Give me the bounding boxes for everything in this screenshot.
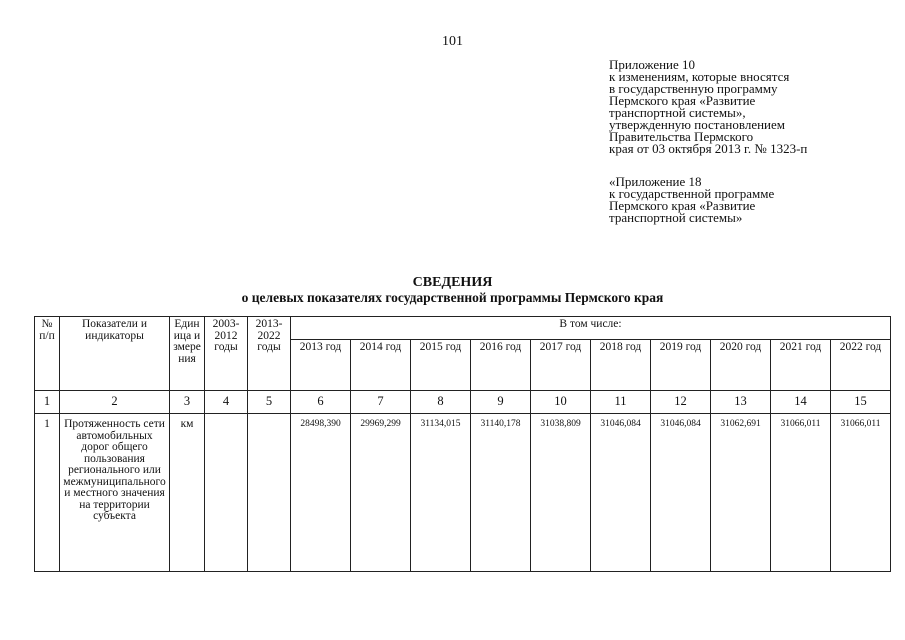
appendix-line: утвержденную постановлением [609, 117, 786, 132]
header-year: 2021 год [771, 340, 831, 391]
appendix-line: к изменениям, которые вносятся [609, 69, 790, 84]
row-value: 29969,299 [351, 414, 411, 572]
appendix-block-2 [609, 176, 774, 224]
appendix-line: к государственной программе [609, 186, 775, 201]
column-number: 7 [351, 391, 411, 414]
column-number: 9 [471, 391, 531, 414]
row-value: 28498,390 [291, 414, 351, 572]
row-period-2003-2012 [205, 414, 248, 572]
column-number: 10 [531, 391, 591, 414]
column-number: 14 [771, 391, 831, 414]
header-period-2003-2012: 2003-2012 годы [205, 317, 248, 391]
column-number: 6 [291, 391, 351, 414]
header-indicators: Показатели и индикаторы [60, 317, 170, 391]
appendix-line: Пермского края «Развитие [609, 93, 756, 108]
column-number: 5 [248, 391, 291, 414]
column-number: 2 [60, 391, 170, 414]
row-num: 1 [35, 414, 60, 572]
row-value: 31066,011 [771, 414, 831, 572]
header-year: 2017 год [531, 340, 591, 391]
indicators-table [34, 316, 891, 572]
appendix-line: транспортной системы» [609, 210, 743, 225]
row-value: 31062,691 [711, 414, 771, 572]
header-num: № п/п [35, 317, 60, 391]
row-value: 31140,178 [471, 414, 531, 572]
appendix-block-1 [609, 59, 807, 155]
column-number: 13 [711, 391, 771, 414]
row-value: 31134,015 [411, 414, 471, 572]
appendix-line: в государственную программу [609, 81, 778, 96]
row-period-2013-2022 [248, 414, 291, 572]
header-including: В том числе: [291, 317, 891, 340]
header-year: 2022 год [831, 340, 891, 391]
header-unit: Единица измерения [170, 317, 205, 391]
row-value: 31046,084 [591, 414, 651, 572]
header-period-2013-2022: 2013-2022 годы [248, 317, 291, 391]
row-unit: км [170, 414, 205, 572]
header-year: 2014 год [351, 340, 411, 391]
appendix-line: Правительства Пермского [609, 129, 754, 144]
appendix-line: края от 03 октября 2013 г. № 1323-п [609, 141, 808, 156]
header-year: 2020 год [711, 340, 771, 391]
table-row [35, 414, 891, 572]
row-indicator: Протяженность сети автомобильных дорог общего пользования регионального или межмуниципального и местного значения на территории субъекта [60, 414, 170, 572]
row-value: 31066,011 [831, 414, 891, 572]
appendix-line: «Приложение 18 [609, 174, 702, 189]
column-number: 11 [591, 391, 651, 414]
row-value: 31038,809 [531, 414, 591, 572]
page-number: 101 [442, 34, 463, 49]
column-number: 15 [831, 391, 891, 414]
column-number: 1 [35, 391, 60, 414]
document-title: СВЕДЕНИЯ [412, 275, 493, 290]
header-year: 2016 год [471, 340, 531, 391]
header-year: 2019 год [651, 340, 711, 391]
column-number: 4 [205, 391, 248, 414]
column-number: 8 [411, 391, 471, 414]
appendix-line: Приложение 10 [609, 57, 696, 72]
appendix-line: транспортной системы», [609, 105, 746, 120]
header-year: 2013 год [291, 340, 351, 391]
document-subtitle: о целевых показателях государственной программы Пермского края [241, 290, 664, 305]
header-year: 2015 год [411, 340, 471, 391]
column-number: 12 [651, 391, 711, 414]
appendix-line: Пермского края «Развитие [609, 198, 756, 213]
header-year: 2018 год [591, 340, 651, 391]
column-number: 3 [170, 391, 205, 414]
row-value: 31046,084 [651, 414, 711, 572]
